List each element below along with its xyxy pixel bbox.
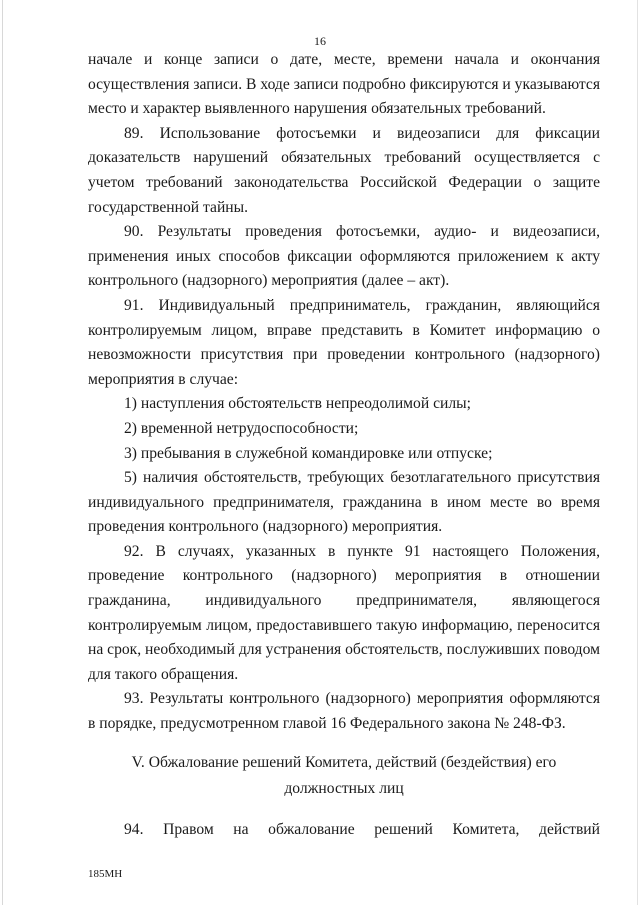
- paragraph-89: 89. Использование фотосъемки и видеозаписи для фиксации доказательств нарушений обязательных требований осуществляется с учетом требований законодательства Российской Федерации о защите государственной тайны.: [88, 124, 600, 216]
- scan-edge-right: [637, 0, 638, 905]
- list-item-5: 5) наличия обстоятельств, требующих безотлагательного присутствия индивидуального предпринимателя, гражданина в ином месте во время проведения контрольного (надзорного) мероприятия.: [88, 469, 600, 536]
- section-title-line-2: должностных лиц: [284, 780, 404, 797]
- paragraph-93: 93. Результаты контрольного (надзорного) мероприятия оформляются в порядке, предусмотренном главой 16 Федерального закона № 248-ФЗ.: [88, 690, 600, 733]
- footer-code: 185МН: [88, 868, 123, 880]
- scan-edge-left: [2, 0, 3, 905]
- section-title-line-1: V. Обжалование решений Комитета, действий (бездействия) его: [131, 754, 557, 771]
- paragraph-continuation: начале и конце записи о дате, месте, времени начала и окончания осуществления записи. В ходе записи подробно фиксируются и указываются место и характер выявленного нарушения обязательных требований.: [88, 51, 600, 118]
- paragraph-92: 92. В случаях, указанных в пункте 91 настоящего Положения, проведение контрольного (надзорного) мероприятия в отношении гражданина, индивидуального предпринимателя, являющегося контролируемым лицом, предоставившего такую информацию, переносится на срок, необходимый для устранения обстоятельств, послуживших поводом для такого обращения.: [88, 542, 600, 683]
- list-item-3: 3) пребывания в служебной командировке или отпуске;: [124, 444, 493, 462]
- document-body: [88, 48, 600, 737]
- section-title: [88, 750, 600, 802]
- list-item-2: 2) временной нетрудоспособности;: [124, 419, 359, 437]
- paragraph-90: 90. Результаты проведения фотосъемки, аудио- и видеозаписи, применения иных способов фиксации оформляются приложением к акту контрольного (надзорного) мероприятия (далее – акт).: [88, 223, 600, 290]
- list-item-1: 1) наступления обстоятельств непреодолимой силы;: [124, 395, 471, 413]
- page-number: 16: [314, 34, 326, 48]
- paragraph-94-container: [88, 818, 600, 843]
- paragraph-91: 91. Индивидуальный предприниматель, гражданин, являющийся контролируемым лицом, вправе представить в Комитет информацию о невозможности присутствия при проведении контрольного (надзорного) мероприятия в случае:: [88, 296, 600, 388]
- paragraph-94: 94. Правом на обжалование решений Комитета, действий: [124, 821, 600, 838]
